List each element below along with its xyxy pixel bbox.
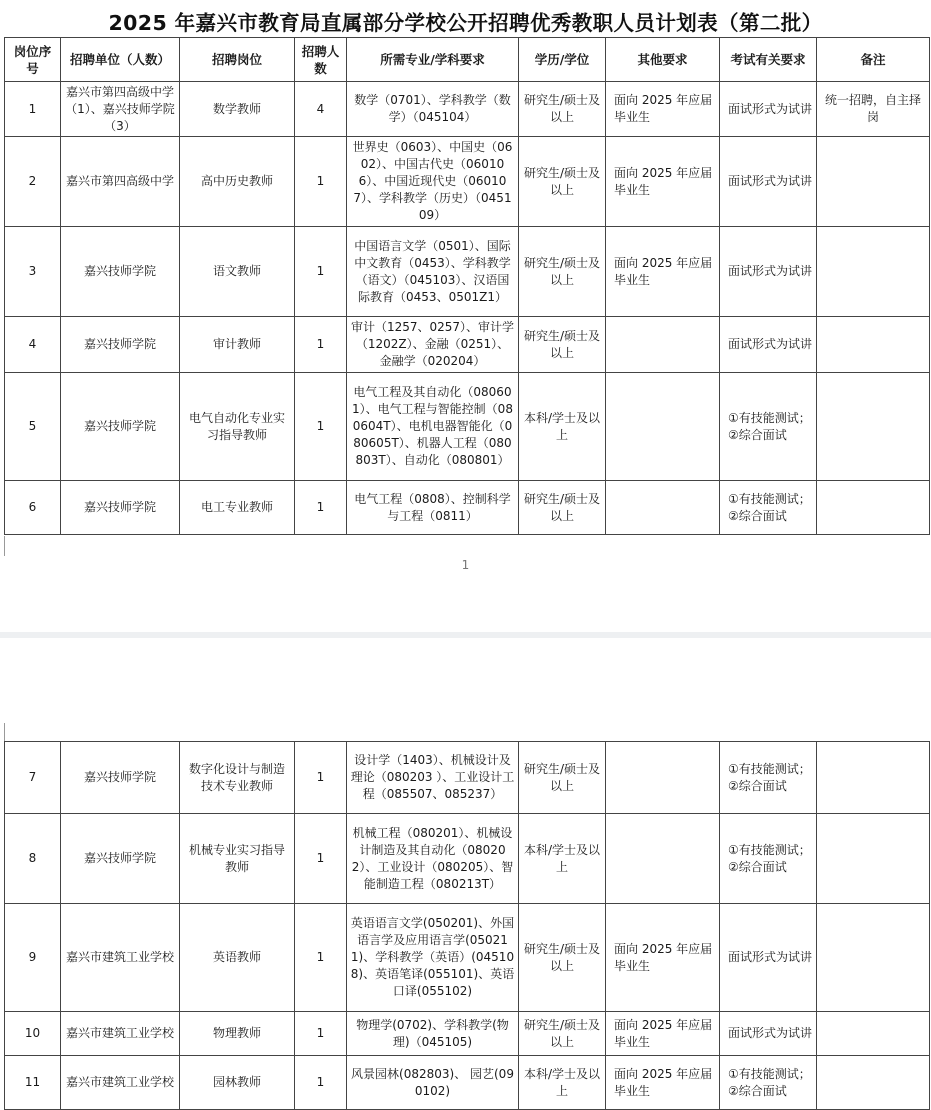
header-post-no: 岗位序号 [5,38,61,82]
cell-post: 物理教师 [180,1012,295,1056]
table-row [5,373,930,481]
cell-other [606,373,720,481]
cell-count: 1 [295,1056,347,1110]
header-note: 备注 [817,38,930,82]
cell-unit: 嘉兴市第四高级中学（1）、嘉兴技师学院（3） [61,82,180,137]
cell-post-no: 6 [5,481,61,535]
cell-note [817,1012,930,1056]
cell-education: 研究生/硕士及以上 [519,1012,606,1056]
table-row [5,1012,930,1056]
cell-post-no: 4 [5,317,61,373]
cell-major: 风景园林(082803)、 园艺(090102) [347,1056,519,1110]
cell-unit: 嘉兴技师学院 [61,317,180,373]
cell-post: 数字化设计与制造技术专业教师 [180,742,295,814]
cell-count: 1 [295,904,347,1012]
header-other: 其他要求 [606,38,720,82]
cell-note [817,1056,930,1110]
recruitment-plan-table [4,37,930,535]
cell-post: 机械专业实习指导教师 [180,814,295,904]
cell-count: 1 [295,1012,347,1056]
cell-post: 高中历史教师 [180,137,295,227]
cell-count: 1 [295,742,347,814]
header-education: 学历/学位 [519,38,606,82]
table-row [5,1056,930,1110]
cell-major: 审计（1257、0257）、审计学（1202Z）、金融（0251）、金融学（020204） [347,317,519,373]
document-title: 2025 年嘉兴市教育局直属部分学校公开招聘优秀教职人员计划表（第二批） [108,11,823,35]
cell-post: 园林教师 [180,1056,295,1110]
cell-major: 世界史（0603）、中国史（0602）、中国古代史（060106）、中国近现代史（060107）、学科教学（历史）（045109） [347,137,519,227]
cell-post-no: 10 [5,1012,61,1056]
cell-major: 英语语言文学(050201)、外国语言学及应用语言学(050211)、学科教学（英语）(045108)、英语笔译(055101)、英语口译(055102) [347,904,519,1012]
cell-other [606,742,720,814]
cell-note [817,481,930,535]
cell-post: 电气自动化专业实习指导教师 [180,373,295,481]
cell-note [817,317,930,373]
header-unit: 招聘单位（人数） [61,38,180,82]
cell-exam: ①有技能测试；②综合面试 [720,481,817,535]
page-corner-mark [4,723,5,741]
cell-exam: ①有技能测试；②综合面试 [720,1056,817,1110]
cell-count: 4 [295,82,347,137]
cell-other: 面向 2025 年应届毕业生 [606,904,720,1012]
cell-post: 英语教师 [180,904,295,1012]
cell-other [606,317,720,373]
table-row [5,82,930,137]
cell-exam: 面试形式为试讲 [720,317,817,373]
cell-education: 研究生/硕士及以上 [519,82,606,137]
cell-post-no: 5 [5,373,61,481]
cell-post-no: 1 [5,82,61,137]
table-row [5,904,930,1012]
cell-other: 面向 2025 年应届毕业生 [606,1012,720,1056]
table-row [5,137,930,227]
cell-post-no: 11 [5,1056,61,1110]
cell-exam: ①有技能测试；②综合面试 [720,814,817,904]
cell-post-no: 3 [5,227,61,317]
cell-note [817,742,930,814]
table-row [5,742,930,814]
cell-education: 研究生/硕士及以上 [519,317,606,373]
cell-major: 物理学(0702)、学科教学(物理)（045105) [347,1012,519,1056]
cell-note [817,137,930,227]
cell-post-no: 2 [5,137,61,227]
table-row [5,814,930,904]
cell-exam: 面试形式为试讲 [720,137,817,227]
cell-major: 数学（0701）、学科教学（数学）（045104） [347,82,519,137]
cell-note [817,227,930,317]
cell-exam: 面试形式为试讲 [720,82,817,137]
cell-unit: 嘉兴市建筑工业学校 [61,1056,180,1110]
cell-education: 本科/学士及以上 [519,373,606,481]
cell-count: 1 [295,373,347,481]
cell-note [817,814,930,904]
cell-major: 机械工程（080201）、机械设计制造及其自动化（080202）、工业设计（080205）、智能制造工程（080213T） [347,814,519,904]
cell-exam: 面试形式为试讲 [720,227,817,317]
table-header-row [5,38,930,82]
cell-count: 1 [295,814,347,904]
cell-exam: 面试形式为试讲 [720,1012,817,1056]
table-row [5,481,930,535]
cell-unit: 嘉兴技师学院 [61,373,180,481]
cell-post: 审计教师 [180,317,295,373]
cell-exam: ①有技能测试；②综合面试 [720,742,817,814]
cell-other: 面向 2025 年应届毕业生 [606,137,720,227]
cell-major: 设计学（1403）、机械设计及理论（080203 ）、工业设计工程（085507、085237） [347,742,519,814]
page-corner-mark [4,536,5,556]
cell-major: 电气工程（0808）、控制科学与工程（0811） [347,481,519,535]
cell-count: 1 [295,481,347,535]
header-major: 所需专业/学科要求 [347,38,519,82]
cell-other: 面向 2025 年应届毕业生 [606,1056,720,1110]
cell-unit: 嘉兴技师学院 [61,227,180,317]
cell-other [606,481,720,535]
cell-note: 统一招聘，自主择岗 [817,82,930,137]
cell-major: 电气工程及其自动化（080601）、电气工程与智能控制（080604T）、电机电器智能化（080605T）、机器人工程（080803T）、自动化（080801） [347,373,519,481]
document-page-2 [0,638,931,1110]
header-count: 招聘人数 [295,38,347,82]
cell-education: 本科/学士及以上 [519,1056,606,1110]
table-row [5,227,930,317]
cell-unit: 嘉兴市建筑工业学校 [61,904,180,1012]
cell-note [817,904,930,1012]
cell-exam: ①有技能测试；②综合面试 [720,373,817,481]
page-number: 1 [461,558,470,572]
cell-post: 电工专业教师 [180,481,295,535]
cell-unit: 嘉兴技师学院 [61,481,180,535]
header-post: 招聘岗位 [180,38,295,82]
cell-unit: 嘉兴技师学院 [61,742,180,814]
cell-unit: 嘉兴技师学院 [61,814,180,904]
cell-post: 数学教师 [180,82,295,137]
cell-education: 研究生/硕士及以上 [519,481,606,535]
cell-education: 研究生/硕士及以上 [519,137,606,227]
cell-other: 面向 2025 年应届毕业生 [606,227,720,317]
cell-count: 1 [295,137,347,227]
recruitment-plan-table-continued [4,741,930,1110]
cell-post-no: 7 [5,742,61,814]
cell-post-no: 8 [5,814,61,904]
cell-education: 研究生/硕士及以上 [519,227,606,317]
cell-other [606,814,720,904]
cell-education: 研究生/硕士及以上 [519,742,606,814]
cell-post-no: 9 [5,904,61,1012]
cell-count: 1 [295,317,347,373]
cell-education: 研究生/硕士及以上 [519,904,606,1012]
cell-exam: 面试形式为试讲 [720,904,817,1012]
cell-major: 中国语言文学（0501）、国际中文教育（0453）、学科教学（语文）（045103）、汉语国际教育（0453、0501Z1） [347,227,519,317]
cell-unit: 嘉兴市建筑工业学校 [61,1012,180,1056]
cell-education: 本科/学士及以上 [519,814,606,904]
cell-post: 语文教师 [180,227,295,317]
cell-count: 1 [295,227,347,317]
table-row [5,317,930,373]
cell-note [817,373,930,481]
cell-other: 面向 2025 年应届毕业生 [606,82,720,137]
header-exam: 考试有关要求 [720,38,817,82]
cell-unit: 嘉兴市第四高级中学 [61,137,180,227]
